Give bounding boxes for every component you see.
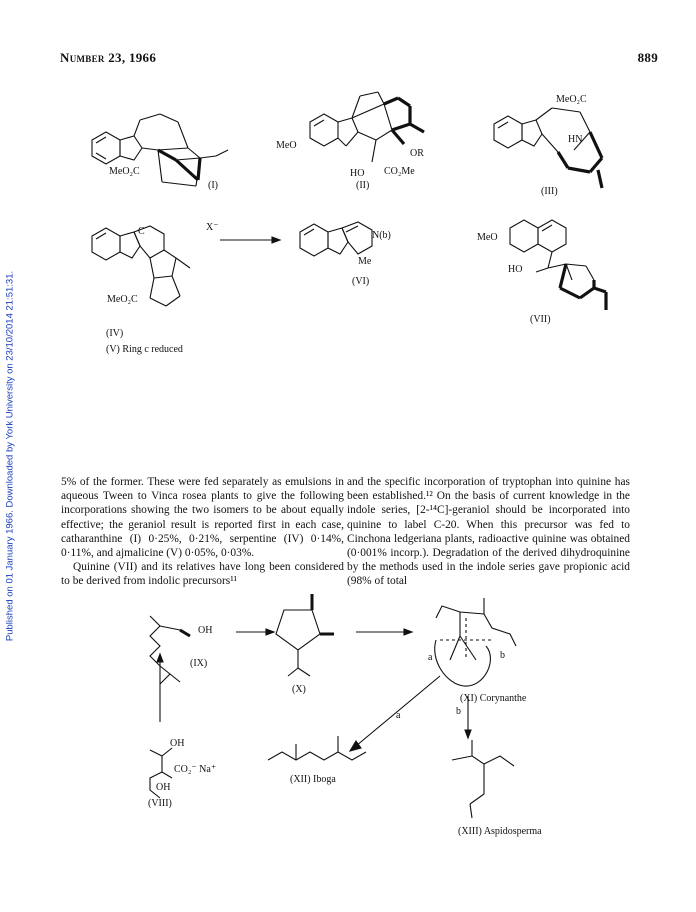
download-notice-link[interactable]: Published on 01 January 1966. Downloaded by York University on 23/10/2014 21:51:31.	[4, 270, 16, 642]
atom-co2me-II: CO₂Me	[384, 166, 415, 177]
structure-IX	[150, 616, 188, 684]
label-structure-IV: (IV)	[106, 328, 124, 339]
journal-issue-header: Number 23, 1966	[60, 50, 157, 65]
structure-IX-bold	[180, 630, 190, 636]
atom-meo2c-I: MeO₂C	[109, 166, 140, 177]
arrow-label-a: a	[396, 710, 401, 721]
structure-XIII	[452, 740, 514, 818]
structure-X	[276, 610, 320, 676]
structure-X-bold	[312, 594, 334, 634]
atom-meo-II: MeO	[276, 140, 297, 151]
label-structure-VII: (VII)	[530, 314, 551, 325]
atom-oh-IX: OH	[198, 625, 213, 636]
label-structure-III: (III)	[541, 186, 558, 197]
paragraph-quinine: Quinine (VII) and its relatives have long been considered to be derived from indolic precursors¹¹	[61, 561, 344, 588]
path-label-a: a	[428, 652, 433, 663]
label-structure-IX: (IX)	[190, 658, 208, 669]
label-structure-V: (V) Ring c reduced	[106, 344, 183, 355]
atom-nb-VI: N(b)	[372, 230, 391, 241]
atom-hn-III: HN	[568, 134, 583, 145]
atom-meo-VII: MeO	[477, 232, 498, 243]
label-structure-II: (II)	[356, 180, 370, 191]
atom-oh-VIII-bottom: OH	[156, 782, 171, 793]
label-structure-VIII: (VIII)	[148, 798, 172, 809]
atom-x-minus-IV: X⁻	[206, 222, 219, 233]
atom-meo2c-III: MeO₂C	[556, 94, 587, 105]
atom-oh-VIII-top: OH	[170, 738, 185, 749]
label-structure-VI: (VI)	[352, 276, 370, 287]
atom-or-II: OR	[410, 148, 424, 159]
atom-me-VI: Me	[358, 256, 372, 267]
label-structure-I: (I)	[208, 180, 218, 191]
page-number: 889	[637, 50, 658, 65]
paragraph-geraniol-quinine: and the specific incorporation of tryptophan into quinine has been established.¹² On the basis of current knowledge in the indole series, [2-¹⁴C]-geraniol should be incorporated into quinine to label C-20. When this precursor was fed to Cinchona ledgeriana plants, radioactive quinine was obtained (0·001% incorp.). Degradation of the derived dihydroquinine by the methods used in the indole series gave propionic acid (98% of total	[347, 476, 630, 588]
atom-ho-II: HO	[350, 168, 365, 179]
path-label-b: b	[500, 650, 505, 661]
atom-ho-VII: HO	[508, 264, 523, 275]
label-structure-XI: (XI) Corynanthe	[460, 693, 527, 704]
atom-meo2c-IV: MeO₂C	[107, 294, 138, 305]
label-structure-XIII: (XIII) Aspidosperma	[458, 826, 542, 837]
label-structure-XII: (XII) Iboga	[290, 774, 336, 785]
atom-co2na-VIII: CO₂⁻ Na⁺	[174, 764, 217, 775]
paragraph-incorporations: 5% of the former. These were fed separately as emulsions in aqueous Tween to Vinca rosea plants to give the following incorporations showing the two isomers to be about equally effective; the geraniol result is reported first in each case, catharanthine (I) 0·25%, 0·21%, serpentine (IV) 0·14%, 0·11%, and ajmalicine (V) 0·05%, 0·03%.	[61, 476, 344, 560]
arrow-label-b: b	[456, 706, 461, 717]
label-structure-X: (X)	[292, 684, 306, 695]
structure-XI	[435, 598, 516, 686]
atom-ring-c-IV: C	[138, 226, 145, 237]
